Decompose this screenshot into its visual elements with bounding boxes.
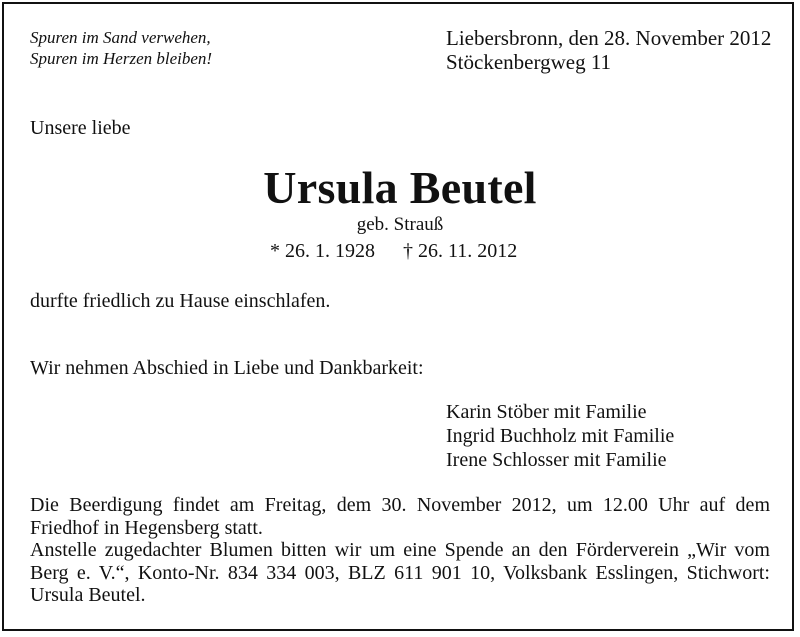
birth-date: * 26. 1. 1928 <box>270 240 375 262</box>
funeral-service-text: Die Beerdigung findet am Freitag, dem 30. November 2012, um 12.00 Uhr auf dem Friedhof in Hegensberg statt. <box>30 494 770 539</box>
city-date: Liebersbronn, den 28. November 2012 <box>446 26 772 50</box>
quote-line: Spuren im Sand verwehen, <box>30 28 211 47</box>
mourners-list <box>446 400 674 472</box>
farewell-text: Wir nehmen Abschied in Liebe und Dankbarkeit: <box>30 357 424 379</box>
passing-text: durfte friedlich zu Hause einschlafen. <box>30 290 331 312</box>
mourner: Karin Stöber mit Familie <box>446 401 647 423</box>
memorial-quote <box>30 27 212 69</box>
birth-name: geb. Strauß <box>356 214 444 235</box>
place-and-date <box>446 26 771 74</box>
street-address: Stöckenbergweg 11 <box>446 50 612 74</box>
intro-text: Unsere liebe <box>30 117 131 139</box>
death-date: † 26. 11. 2012 <box>403 240 518 262</box>
donation-text: Anstelle zugedachter Blumen bitten wir um eine Spende an den Förderverein „Wir vom Berg e. V.“, Konto-Nr. 834 334 003, BLZ 611 901 10, Volksbank Esslingen, Stichwort: Ursula Beutel. <box>30 539 770 606</box>
mourner: Ingrid Buchholz mit Familie <box>446 425 675 447</box>
mourner: Irene Schlosser mit Familie <box>446 449 667 471</box>
life-dates <box>270 240 517 263</box>
deceased-name: Ursula Beutel <box>263 162 537 213</box>
quote-line: Spuren im Herzen bleiben! <box>30 49 213 68</box>
funeral-notice <box>30 494 770 607</box>
